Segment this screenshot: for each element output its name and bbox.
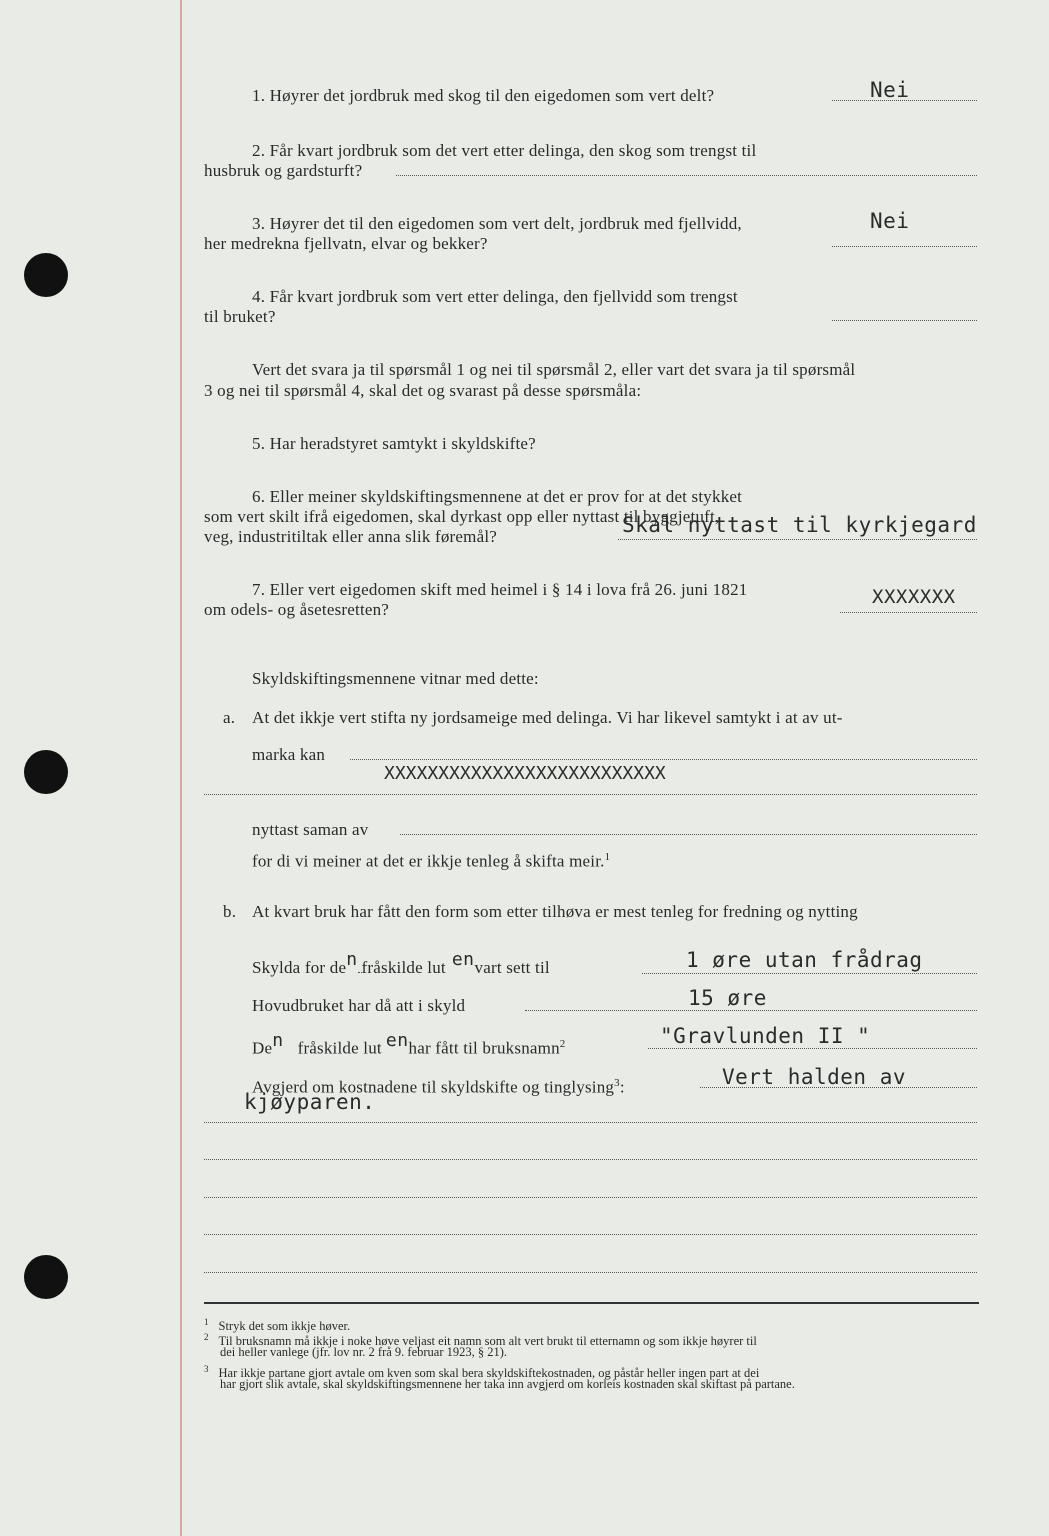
witness-heading: Skyldskiftingsmennene vitnar med dette:: [252, 669, 539, 688]
fill-line: [648, 1048, 977, 1049]
section-b-line1: At kvart bruk har fått den form som etter tilhøva er mest tenleg for fredning og nytting: [252, 902, 858, 921]
footnote-number: 3: [204, 1364, 209, 1374]
footnote-ref: 1: [604, 851, 611, 863]
skylda-fill-1: n: [346, 949, 358, 970]
punch-hole: [24, 253, 68, 297]
fill-line: [204, 794, 977, 795]
section-a-line2: marka kan: [252, 745, 326, 764]
footnote-text: Har ikkje partane gjort avtale om kven som skal bera skyldskiftekostnaden, og påstår heller ingen part at dei: [218, 1366, 760, 1381]
punch-hole: [24, 750, 68, 794]
answer-line: [832, 320, 977, 321]
question-7-line1: 7. Eller vert eigedomen skift med heimel i § 14 i lova frå 26. juni 1821: [252, 580, 748, 599]
skylda-fill-2: en: [451, 949, 475, 970]
answer-line: [396, 175, 977, 176]
fill-line: [525, 1010, 977, 1011]
question-2-line2: husbruk og gardsturft?: [204, 161, 363, 180]
bruksnamn-value: "Gravlunden II ": [660, 1024, 871, 1048]
avgjerd-label: Avgjerd om kostnadene til skyldskifte og tinglysing: [252, 1077, 615, 1097]
section-a-fill: XXXXXXXXXXXXXXXXXXXXXXXXXX: [384, 763, 666, 784]
answer-q3: Nei: [870, 209, 910, 233]
fill-line: [642, 973, 977, 974]
question-2-line1: 2. Får kvart jordbruk som det vert etter delinga, den skog som trengst til: [252, 141, 757, 160]
skylda-label-2: fråskilde lut: [361, 958, 446, 977]
bruksnamn-fill-2: en: [385, 1029, 409, 1051]
hovudbruk-label: Hovudbruket har då att i skyld: [252, 996, 466, 1015]
answer-q7: XXXXXXX: [872, 586, 956, 608]
question-6-line2: som vert skilt ifrå eigedomen, skal dyrkast opp eller nyttast til byggjetuft,: [204, 507, 720, 526]
intro-line2: 3 og nei til spørsmål 4, skal det og svarast på desse spørsmåla:: [204, 381, 642, 400]
bruksnamn-row: [252, 1029, 566, 1061]
skylda-label-1: Skylda for de: [252, 958, 347, 977]
answer-line: [832, 246, 977, 247]
fill-line: [350, 759, 977, 760]
question-6-line1: 6. Eller meiner skyldskiftingsmennene at det er prov for at det stykket: [252, 487, 743, 506]
fill-line: [204, 1159, 977, 1160]
footnote-3-cont: har gjort slik avtale, skal skyldskiftingsmennene her taka inn avgjerd om korleis kostnaden skal skiftast på partane.: [220, 1377, 795, 1391]
question-1: 1. Høyrer det jordbruk med skog til den eigedomen som vert delt?: [252, 86, 715, 105]
section-a-label: a.: [223, 708, 236, 727]
footnote-text: Til bruksnamn må ikkje i noke høve veljast eit namn som alt vert brukt til etternamn og som ikkje høyrer til: [218, 1334, 757, 1349]
avgjerd-value-2: kjøyparen.: [244, 1090, 376, 1114]
section-a-line4-wrap: [252, 845, 610, 874]
question-3-line2: her medrekna fjellvatn, elvar og bekker?: [204, 234, 488, 253]
question-6-line3: veg, industritiltak eller anna slik føremål?: [204, 527, 497, 546]
skylda-value: 1 øre utan frådrag: [686, 948, 923, 972]
avgjerd-value-1: Vert halden av: [722, 1065, 907, 1089]
footnote-number: 2: [204, 1332, 209, 1342]
footnote-rule: [204, 1302, 979, 1304]
fill-line: [400, 834, 977, 835]
answer-line: [618, 539, 977, 540]
fill-line: [204, 1234, 977, 1235]
bruksnamn-label-2: fråskilde lut: [297, 1038, 382, 1058]
bruksnamn-label-1: De: [252, 1038, 273, 1058]
skylda-label-3: vart sett til: [474, 958, 550, 977]
skylda-row: [252, 949, 550, 980]
section-b-label: b.: [223, 902, 237, 921]
footnote-2-cont: dei heller vanlege (jfr. lov nr. 2 frå 9. februar 1923, § 21).: [220, 1345, 508, 1359]
avgjerd-row: Avgjerd om kostnadene til skyldskifte og tinglysing$^3$:: [252, 1077, 625, 1097]
question-3-line1: 3. Høyrer det til den eigedomen som vert delt, jordbruk med fjellvidd,: [252, 214, 742, 233]
question-4-line2: til bruket?: [204, 307, 276, 326]
intro-line1: Vert det svara ja til spørsmål 1 og nei til spørsmål 2, eller vart det svara ja til spørsmål: [252, 360, 856, 379]
answer-line: [840, 612, 977, 613]
margin-line: [180, 0, 182, 1536]
fill-line: [204, 1197, 977, 1198]
question-7-line2: om odels- og åsetesretten?: [204, 600, 390, 619]
footnote-ref: 3: [614, 1077, 620, 1089]
footnote-number: 1: [204, 1317, 209, 1327]
hovudbruk-value: 15 øre: [688, 986, 767, 1010]
section-a-line3: nyttast saman av: [252, 820, 369, 839]
fill-line: [204, 1122, 977, 1123]
section-a-line1: At det ikkje vert stifta ny jordsameige med delinga. Vi har likevel samtykt i at av ut-: [252, 708, 843, 727]
bruksnamn-label-3: har fått til bruksnamn: [408, 1038, 560, 1058]
footnote-text: Stryk det som ikkje høver.: [218, 1319, 351, 1334]
punch-hole: [24, 1255, 68, 1299]
answer-q1: Nei: [870, 78, 910, 102]
answer-q6: Skal nyttast til kyrkjegard: [622, 513, 977, 537]
footnote-ref: 2: [559, 1038, 566, 1050]
question-4-line1: 4. Får kvart jordbruk som vert etter delinga, den fjellvidd som trengst: [252, 287, 738, 306]
bruksnamn-fill-1: n: [272, 1029, 284, 1051]
question-5: 5. Har heradstyret samtykt i skyldskifte?: [252, 434, 536, 453]
section-a-line4: for di vi meiner at det er ikkje tenleg å skifta meir.: [252, 851, 605, 871]
fill-line: [204, 1272, 977, 1273]
